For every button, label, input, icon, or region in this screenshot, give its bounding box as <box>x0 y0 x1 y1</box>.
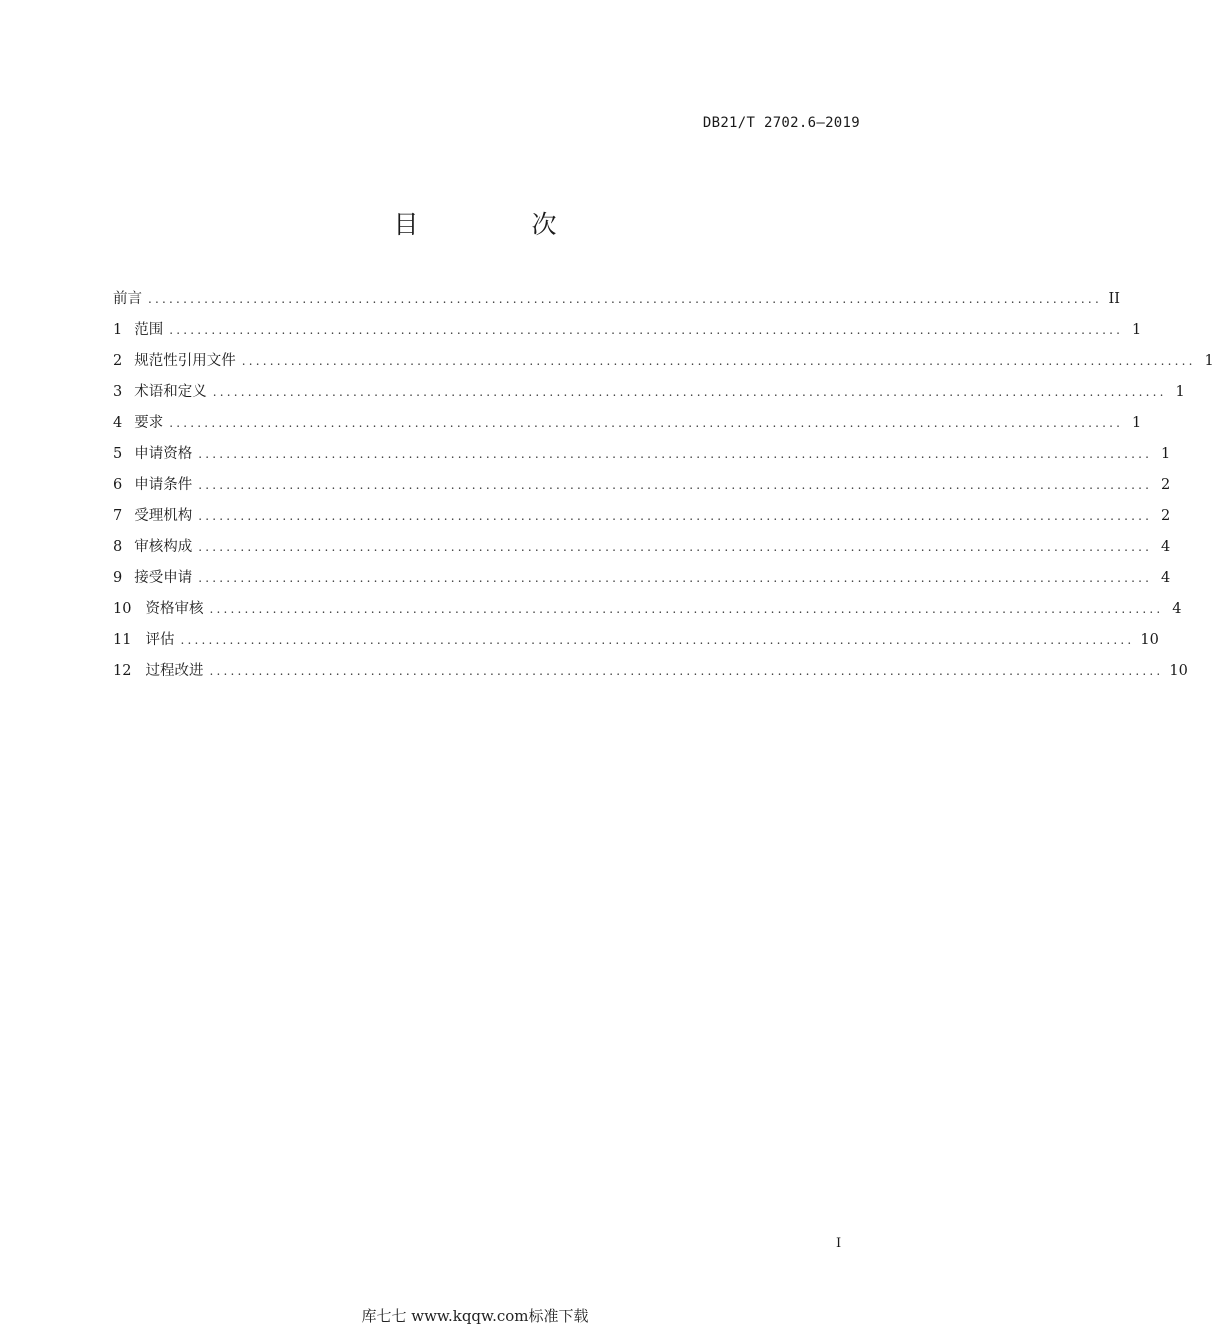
toc-leader-dots: ........................................................................................................................................ <box>212 385 1167 399</box>
toc-entry-foreword[interactable] <box>113 288 1120 319</box>
toc-entry-4[interactable] <box>113 412 1142 443</box>
watermark-text: 库七七 www.kqqw.com标准下载 <box>361 1307 589 1325</box>
toc-leader-dots: ........................................................................................................................................ <box>169 416 1124 430</box>
toc-entry-8[interactable] <box>113 536 1171 567</box>
toc-entry-page: 10 <box>1169 663 1188 679</box>
toc-entry-2[interactable] <box>113 350 1214 381</box>
toc-entry-number: 10 <box>113 601 132 617</box>
toc-entry-page: 2 <box>1160 477 1171 493</box>
toc-entry-page: 10 <box>1140 632 1159 648</box>
toc-entry-number: 5 <box>113 446 123 462</box>
toc-entry-10[interactable] <box>113 598 1182 629</box>
toc-leader-dots: ........................................................................................................................................ <box>148 292 1102 306</box>
toc-entry-6[interactable] <box>113 474 1171 505</box>
toc-entry-title: 过程改进 <box>145 663 204 679</box>
toc-entry-page: 4 <box>1160 539 1171 555</box>
toc-entry-title: 规范性引用文件 <box>134 353 236 369</box>
toc-entry-title: 接受申请 <box>134 570 193 586</box>
standard-code: DB21/T 2702.6—2019 <box>702 115 860 131</box>
toc-leader-dots: ........................................................................................................................................ <box>209 664 1164 678</box>
toc-entry-number: 11 <box>113 632 132 648</box>
toc-entry-9[interactable] <box>113 567 1171 598</box>
table-of-contents <box>113 288 1214 691</box>
toc-entry-page: 1 <box>1175 384 1185 400</box>
toc-leader-dots: ........................................................................................................................................ <box>198 478 1153 492</box>
toc-entry-page: 4 <box>1160 570 1171 586</box>
toc-entry-number: 12 <box>113 663 132 679</box>
page-number: I <box>836 1236 842 1251</box>
toc-entry-12[interactable] <box>113 660 1188 691</box>
toc-entry-3[interactable] <box>113 381 1185 412</box>
toc-entry-5[interactable] <box>113 443 1171 474</box>
toc-entry-page: 1 <box>1160 446 1171 462</box>
toc-leader-dots: ........................................................................................................................................ <box>209 602 1164 616</box>
toc-entry-page: 1 <box>1204 353 1214 369</box>
toc-entry-title: 前言 <box>113 291 142 307</box>
toc-entry-number: 3 <box>113 384 123 400</box>
toc-entry-number: 4 <box>113 415 123 431</box>
toc-leader-dots: ........................................................................................................................................ <box>198 447 1153 461</box>
toc-leader-dots: ........................................................................................................................................ <box>198 571 1153 585</box>
toc-entry-number: 7 <box>113 508 123 524</box>
toc-leader-dots: ........................................................................................................................................ <box>169 323 1124 337</box>
toc-entry-title: 评估 <box>145 632 175 648</box>
toc-entry-title: 范围 <box>134 322 164 338</box>
toc-entry-title: 受理机构 <box>134 508 193 524</box>
toc-leader-dots: ........................................................................................................................................ <box>198 540 1153 554</box>
toc-entry-page: 1 <box>1131 415 1142 431</box>
toc-entry-number: 6 <box>113 477 123 493</box>
toc-entry-page: 1 <box>1131 322 1142 338</box>
toc-entry-page: 2 <box>1160 508 1171 524</box>
toc-entry-page: II <box>1108 291 1120 307</box>
toc-entry-title: 申请资格 <box>134 446 193 462</box>
toc-entry-11[interactable] <box>113 629 1159 660</box>
toc-leader-dots: ........................................................................................................................................ <box>198 509 1153 523</box>
toc-entry-title: 要求 <box>134 415 164 431</box>
toc-entry-title: 资格审核 <box>145 601 204 617</box>
toc-entry-7[interactable] <box>113 505 1171 536</box>
toc-entry-1[interactable] <box>113 319 1142 350</box>
toc-entry-title: 审核构成 <box>134 539 193 555</box>
page-title: 目 次 <box>393 210 601 239</box>
toc-entry-title: 申请条件 <box>134 477 193 493</box>
toc-entry-number: 8 <box>113 539 123 555</box>
toc-leader-dots: ........................................................................................................................................ <box>241 354 1196 368</box>
toc-entry-number: 2 <box>113 353 123 369</box>
toc-entry-page: 4 <box>1172 601 1182 617</box>
toc-entry-number: 9 <box>113 570 123 586</box>
toc-leader-dots: ........................................................................................................................................ <box>180 633 1135 647</box>
toc-entry-title: 术语和定义 <box>134 384 207 400</box>
toc-entry-number: 1 <box>113 322 123 338</box>
